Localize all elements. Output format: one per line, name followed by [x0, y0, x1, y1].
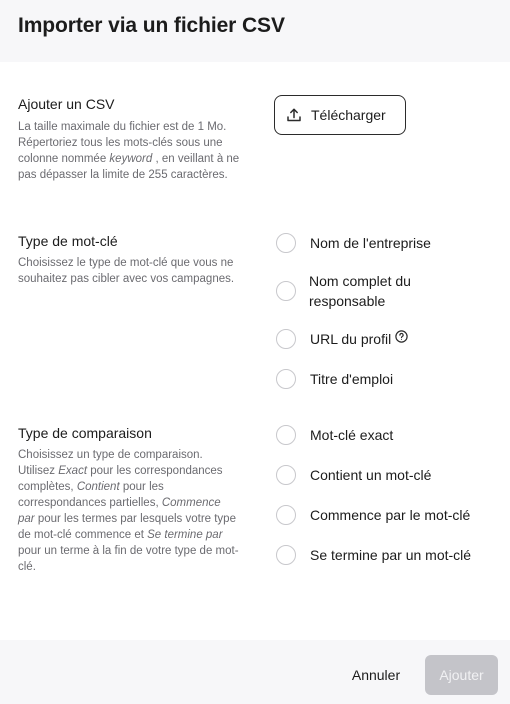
comparison-desc-termine: Se termine par — [147, 529, 223, 541]
radio-button[interactable] — [276, 329, 296, 349]
radio-button[interactable] — [276, 505, 296, 525]
csv-desc-text-1: La taille maximale du fichier est de 1 Mo. Répertoriez tous les mots-clés sous une colonne nommée — [18, 121, 227, 165]
csv-desc-keyword: keyword — [109, 153, 153, 165]
csv-desc-text-2: , en veillant à ne pas dépasser la limite de 255 caractères. — [18, 153, 240, 181]
radio-button[interactable] — [276, 369, 296, 389]
radio-button[interactable] — [276, 281, 296, 301]
option-label: Contient un mot-clé — [310, 467, 432, 483]
keyword-type-option-job-title[interactable] — [276, 369, 393, 389]
keyword-type-description: Choisissez le type de mot-clé que vous ne souhaitez pas cibler avec vos campagnes. — [18, 257, 235, 285]
option-label: Nom complet du responsable — [309, 273, 411, 309]
comparison-desc-text-2: pour les correspondances complètes, — [18, 465, 223, 493]
upload-button-label: Télécharger — [311, 107, 386, 123]
radio-button[interactable] — [276, 233, 296, 253]
option-label: Se termine par un mot-clé — [310, 547, 472, 563]
option-label: Commence par le mot-clé — [310, 507, 471, 523]
comparison-option-contains[interactable] — [276, 465, 431, 485]
modal-header — [0, 0, 510, 62]
option-label: Mot-clé exact — [310, 427, 394, 443]
option-label-text: URL du profil — [310, 331, 392, 347]
comparison-option-starts-with[interactable] — [276, 505, 470, 525]
comparison-desc-contient: Contient — [76, 481, 120, 493]
comparison-desc-commence: Commence par — [18, 497, 221, 525]
comparison-desc-text-3: pour les correspondances partielles, — [18, 481, 164, 509]
comparison-desc-text-5: pour un terme à la fin de votre type de mot-clé. — [18, 545, 239, 573]
comparison-desc-exact: Exact — [58, 465, 88, 477]
comparison-desc-text-1: Choisissez un type de comparaison. Utilisez — [18, 449, 203, 477]
comparison-type-title: Type de comparaison — [18, 425, 152, 441]
keyword-type-option-company[interactable] — [276, 233, 431, 253]
comparison-desc-text-4: pour les termes par lesquels votre type de mot-clé commence et — [18, 513, 236, 541]
keyword-type-option-fullname[interactable] — [276, 271, 449, 311]
comparison-option-exact[interactable] — [276, 425, 393, 445]
option-label: Titre d'emploi — [310, 371, 394, 387]
csv-section-title: Ajouter un CSV — [18, 96, 115, 112]
keyword-type-option-profile-url[interactable] — [276, 329, 408, 349]
cancel-button[interactable]: Annuler — [351, 667, 401, 683]
option-label — [310, 329, 408, 349]
question-circle-icon[interactable] — [395, 330, 408, 343]
csv-section-description — [18, 119, 243, 183]
upload-icon — [286, 107, 302, 123]
comparison-type-description — [18, 447, 240, 575]
radio-button[interactable] — [276, 425, 296, 445]
keyword-type-title: Type de mot-clé — [18, 233, 118, 249]
radio-button[interactable] — [276, 465, 296, 485]
comparison-option-ends-with[interactable] — [276, 545, 471, 565]
option-label: Nom de l'entreprise — [310, 235, 431, 251]
add-button[interactable]: Ajouter — [425, 655, 498, 695]
modal-title: Importer via un fichier CSV — [18, 14, 285, 37]
upload-button[interactable] — [274, 95, 406, 135]
radio-button[interactable] — [276, 545, 296, 565]
